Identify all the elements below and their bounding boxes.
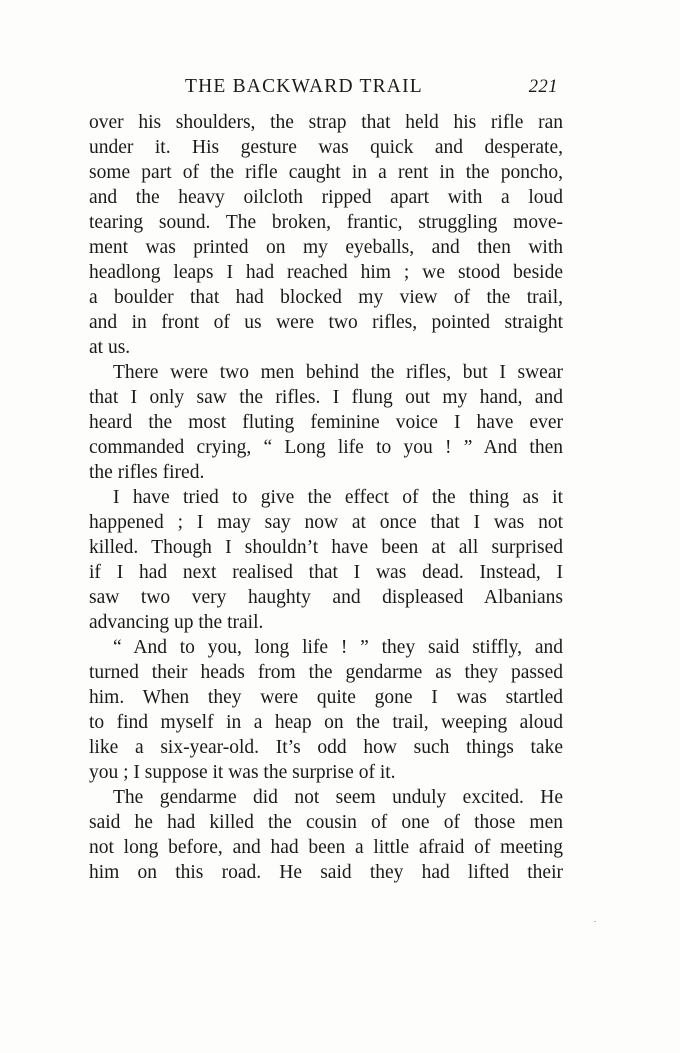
text-line: to find myself in a heap on the trail, weeping aloud [89,712,563,733]
text-line: him. When they were quite gone I was startled [89,687,563,708]
text-line: not long before, and had been a little afraid of meeting [89,837,563,858]
text-line: heard the most fluting feminine voice I have ever [89,412,563,433]
text-line: the rifles fired. [89,462,205,483]
text-line: you ; I suppose it was the surprise of it. [89,762,396,783]
running-head [90,76,564,106]
text-line: like a six-year-old. It’s odd how such things take [89,737,563,758]
text-line: and the heavy oilcloth ripped apart with a loud [89,187,563,208]
text-line: commanded crying, “ Long life to you ! ” And then [89,437,563,458]
text-line: advancing up the trail. [89,612,264,633]
text-line: ment was printed on my eyeballs, and then with [89,237,563,258]
text-line: that I only saw the rifles. I flung out my hand, and [89,387,563,408]
text-line: some part of the rifle caught in a rent in the poncho, [89,162,563,183]
text-line: said he had killed the cousin of one of those men [89,812,563,833]
text-line: turned their heads from the gendarme as they passed [89,662,563,683]
text-line: under it. His gesture was quick and desperate, [89,137,563,158]
text-line: a boulder that had blocked my view of the trail, [89,287,563,308]
text-line: over his shoulders, the strap that held his rifle ran [89,112,563,133]
text-line: at us. [89,337,131,358]
page-number: 221 [528,77,558,97]
running-title: THE BACKWARD TRAIL [185,76,423,97]
paper-speck [594,921,596,922]
text-line: happened ; I may say now at once that I was not [89,512,563,533]
text-line: saw two very haughty and displeased Albanians [89,587,563,608]
text-line: him on this road. He said they had lifted their [89,862,563,883]
text-line: headlong leaps I had reached him ; we stood beside [89,262,563,283]
paragraph-start-line: “ And to you, long life ! ” they said stiffly, and [113,637,563,658]
text-line: if I had next realised that I was dead. Instead, I [89,562,563,583]
paragraph-start-line: The gendarme did not seem unduly excited. He [113,787,563,808]
body-text [89,110,563,885]
text-line: killed. Though I shouldn’t have been at all surprised [89,537,563,558]
text-line: and in front of us were two rifles, pointed straight [89,312,563,333]
paragraph-start-line: There were two men behind the rifles, but I swear [113,362,563,383]
text-line: tearing sound. The broken, frantic, struggling move- [89,212,563,233]
paragraph-start-line: I have tried to give the effect of the thing as it [113,487,563,508]
